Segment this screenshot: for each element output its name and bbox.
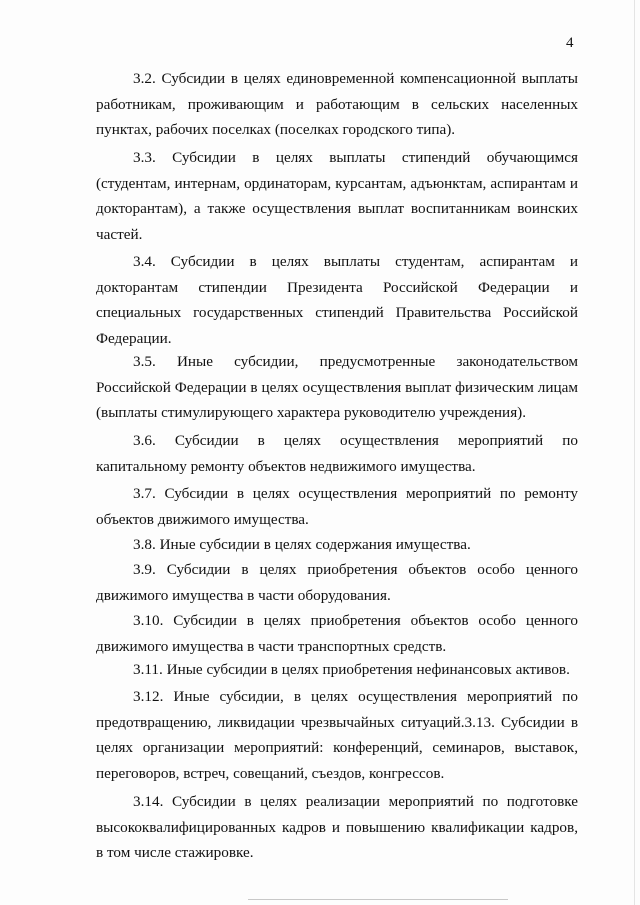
paragraph-3-9: 3.9. Субсидии в целях приобретения объектов особо ценного движимого имущества в части оборудования. — [96, 561, 578, 604]
paragraph-3-6: 3.6. Субсидии в целях осуществления мероприятий по капитальному ремонту объектов недвижимого имущества. — [96, 432, 578, 475]
paragraph-3-10: 3.10. Субсидии в целях приобретения объектов особо ценного движимого имущества в части транспортных средств. — [96, 612, 578, 655]
paragraph-3-2: 3.2. Субсидии в целях единовременной компенсационной выплаты работникам, проживающим и работающим в сельских населенных пунктах, рабочих поселках (поселках городского типа). — [96, 70, 578, 139]
page-number: 4 — [566, 35, 574, 51]
paragraph-3-4: 3.4. Субсидии в целях выплаты студентам, аспирантам и докторантам стипендии Президента Российской Федерации и специальных государственных стипендий Правительства Российской Федерации. — [96, 253, 578, 347]
paragraph-3-3: 3.3. Субсидии в целях выплаты стипендий обучающимся (студентам, интернам, ординаторам, курсантам, адъюнктам, аспирантам и докторантам), а также осуществления выплат воспитанникам воинских частей. — [96, 149, 578, 243]
scan-edge-line — [634, 0, 635, 905]
paragraph-3-5: 3.5. Иные субсидии, предусмотренные законодательством Российской Федерации в целях осуществления выплат физическим лицам (выплаты стимулирующего характера руководителю учреждения). — [96, 353, 578, 422]
paragraph-3-12: 3.12. Иные субсидии, в целях осуществления мероприятий по предотвращению, ликвидации чрезвычайных ситуаций.3.13. Субсидии в целях организации мероприятий: конференций, семинаров, выставок, переговоров, встреч, совещаний, съездов, конгрессов. — [96, 688, 578, 782]
paragraph-3-11: 3.11. Иные субсидии в целях приобретения нефинансовых активов. — [133, 661, 570, 678]
paragraph-3-8: 3.8. Иные субсидии в целях содержания имущества. — [133, 536, 471, 553]
paragraph-3-7: 3.7. Субсидии в целях осуществления мероприятий по ремонту объектов движимого имущества. — [96, 485, 578, 528]
scan-artifact-line — [248, 899, 508, 900]
paragraph-3-14: 3.14. Субсидии в целях реализации мероприятий по подготовке высококвалифицированных кадров и повышению квалификации кадров, в том числе стажировке. — [96, 793, 578, 862]
